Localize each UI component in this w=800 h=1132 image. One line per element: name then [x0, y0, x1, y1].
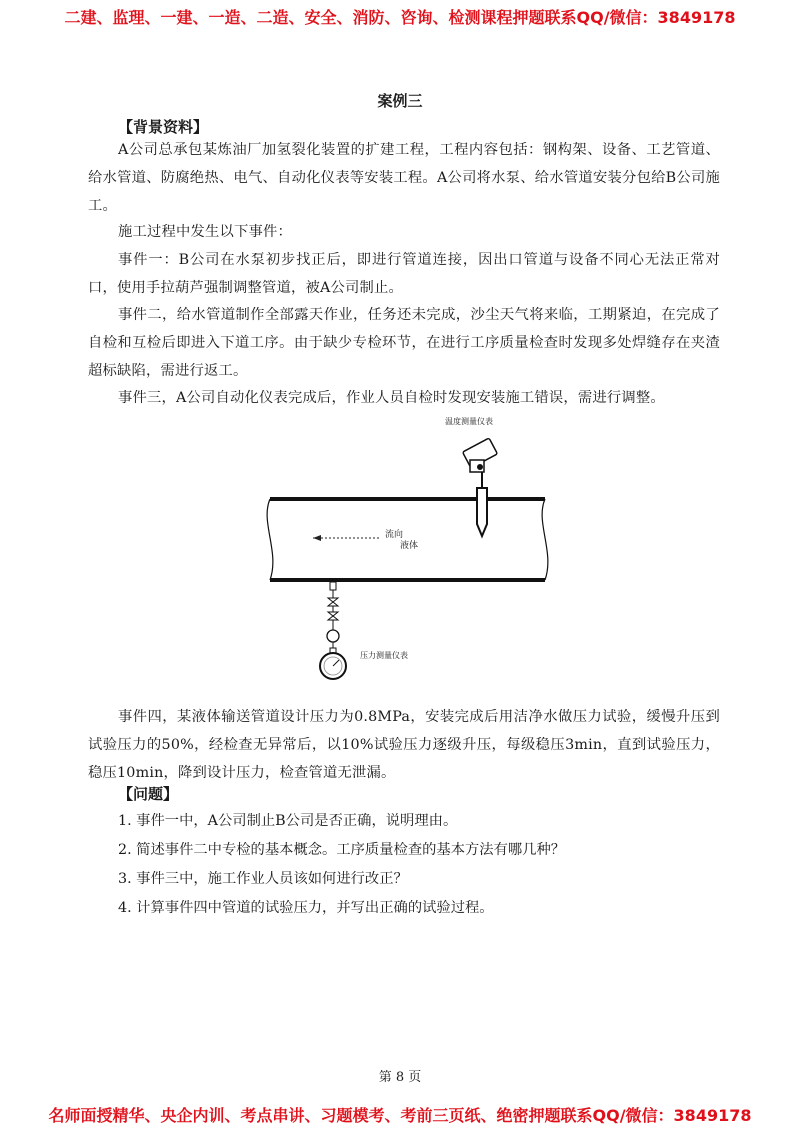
- valve-2: [328, 612, 338, 620]
- paragraph-event-1: 事件一：B公司在水泵初步找正后，即进行管道连接，因出口管道与设备不同心无法正常对口，使用手拉葫芦强制调整管道，被A公司制止。: [88, 252, 720, 296]
- temp-pivot: [477, 464, 483, 470]
- pipe-left-break: [267, 499, 273, 580]
- top-banner: 二建、监理、一建、一造、二造、安全、消防、咨询、检测课程押题联系QQ/微信：3849178: [64, 8, 736, 27]
- question-list: [118, 807, 718, 923]
- bottom-banner: 名师面授精华、央企内训、考点串讲、习题模考、考前三页纸、绝密押题联系QQ/微信：3849178: [48, 1106, 752, 1125]
- valve-1: [328, 598, 338, 606]
- flow-arrow-head: [313, 535, 321, 541]
- question-2: 2. 简述事件二中专检的基本概念。工序质量检查的基本方法有哪几种？: [118, 842, 566, 858]
- questions-heading: 【问题】: [118, 785, 179, 803]
- paragraph-events-intro: 施工过程中发生以下事件：: [118, 224, 292, 240]
- paragraph-event-2: 事件二，给水管道制作全部露天作业，任务还未完成，沙尘天气将来临，工期紧迫，在完成了自检和互检后即进入下道工序。由于缺少专检环节，在进行工序质量检查时发现多处焊缝存在夹渣超标缺陷，需进行返工。: [88, 307, 720, 379]
- pressure-instrument-label: 压力测量仪表: [360, 651, 408, 660]
- pipe-right-break: [542, 499, 548, 580]
- question-4: 4. 计算事件四中管道的试验压力，并写出正确的试验过程。: [118, 900, 494, 916]
- paragraph-event-4: 事件四，某液体输送管道设计压力为0.8MPa，安装完成后用洁净水做压力试验，缓慢升压到试验压力的50%，经检查无异常后，以10%试验压力逐级升压，每级稳压3min，直到试验压力，稳压10min，降到设计压力，检查管道无泄漏。: [88, 709, 720, 781]
- siphon: [327, 630, 339, 642]
- flow-label: 流向: [385, 530, 404, 540]
- temp-instrument-label: 温度测量仪表: [445, 417, 493, 426]
- question-3: 3. 事件三中，施工作业人员该如何进行改正？: [118, 871, 408, 887]
- pressure-tap: [330, 582, 336, 590]
- background-heading: 【背景资料】: [118, 118, 209, 136]
- thermowell: [477, 488, 487, 536]
- case-title: 案例三: [377, 92, 423, 110]
- pipeline-figure: [255, 412, 565, 687]
- paragraph-event-3: 事件三，A公司自动化仪表完成后，作业人员自检时发现安装施工错误，需进行调整。: [118, 390, 665, 406]
- page-number: 第 8 页: [378, 1070, 422, 1085]
- liquid-label: 液体: [400, 541, 419, 551]
- question-1: 1. 事件一中，A公司制止B公司是否正确，说明理由。: [118, 813, 458, 829]
- paragraph-intro: A公司总承包某炼油厂加氢裂化装置的扩建工程，工程内容包括：钢构架、设备、工艺管道、给水管道、防腐绝热、电气、自动化仪表等安装工程。A公司将水泵、给水管道安装分包给B公司施工。: [88, 142, 720, 214]
